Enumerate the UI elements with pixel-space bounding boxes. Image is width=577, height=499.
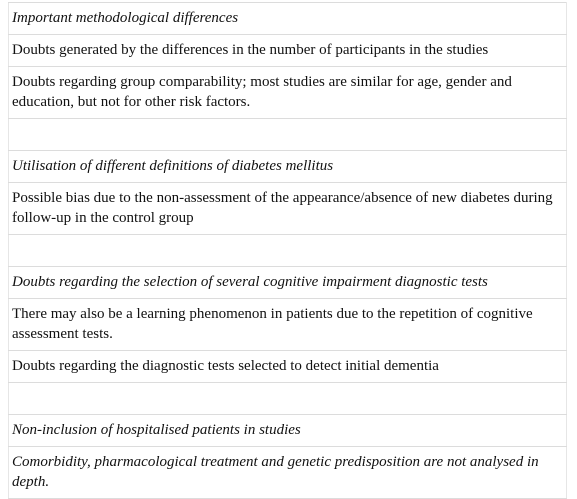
table-cell: Doubts generated by the differences in the number of participants in the studies — [9, 35, 567, 67]
table-row — [9, 35, 567, 67]
table-cell: Possible bias due to the non-assessment of the appearance/absence of new diabetes during follow-up in the control group — [9, 183, 567, 235]
section-heading: Doubts regarding the selection of several cognitive impairment diagnostic tests — [9, 267, 567, 299]
empty-row — [9, 119, 567, 151]
table-row — [9, 447, 567, 499]
table-row — [9, 267, 567, 299]
empty-cell — [9, 119, 567, 151]
table-cell: Comorbidity, pharmacological treatment and genetic predisposition are not analysed in depth. — [9, 447, 567, 499]
table-cell: Doubts regarding the diagnostic tests selected to detect initial dementia — [9, 351, 567, 383]
section-heading: Utilisation of different definitions of diabetes mellitus — [9, 151, 567, 183]
empty-cell — [9, 235, 567, 267]
empty-row — [9, 235, 567, 267]
limitations-table — [8, 2, 567, 499]
table-row — [9, 415, 567, 447]
table-row — [9, 183, 567, 235]
section-heading: Important methodological differences — [9, 3, 567, 35]
table-row — [9, 67, 567, 119]
table-cell: Doubts regarding group comparability; most studies are similar for age, gender and education, but not for other risk factors. — [9, 67, 567, 119]
empty-row — [9, 383, 567, 415]
table-row — [9, 3, 567, 35]
empty-cell — [9, 383, 567, 415]
table-row — [9, 299, 567, 351]
section-heading: Non-inclusion of hospitalised patients in studies — [9, 415, 567, 447]
table-cell: There may also be a learning phenomenon in patients due to the repetition of cognitive assessment tests. — [9, 299, 567, 351]
table-row — [9, 351, 567, 383]
table-row — [9, 151, 567, 183]
